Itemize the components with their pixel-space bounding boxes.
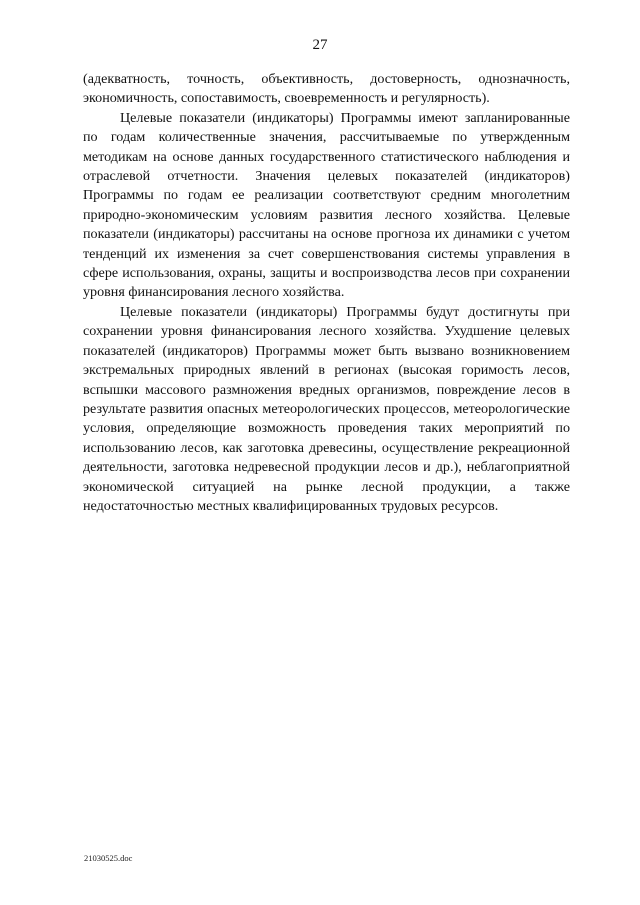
body-text bbox=[83, 70, 570, 516]
footer-filename: 21030525.doc bbox=[84, 853, 133, 863]
paragraph-continuation: (адекватность, точность, объективность, достоверность, однозначность, экономичность, сопоставимость, своевременность и регулярность). bbox=[83, 71, 570, 107]
paragraph-indicators-risks: Целевые показатели (индикаторы) Программы будут достигнуты при сохранении уровня финансирования лесного хозяйства. Ухудшение целевых показателей (индикаторов) Программы может быть вызвано возникновением экстремальных природных явлений в регионах (высокая горимость лесов, вспышки массового размножения вредных организмов, повреждение лесов в результате развития опасных метеорологических процессов, метеорологические условия, определяющие возможность проведения таких мероприятий по использованию лесов, как заготовка древесины, осуществление рекреационной деятельности, заготовка недревесной продукции лесов и др.), неблагоприятной экономической ситуацией на рынке лесной продукции, а также недостаточностью местных квалифицированных трудовых ресурсов. bbox=[83, 303, 570, 514]
page-number: 27 bbox=[312, 37, 328, 53]
paragraph-indicators-values: Целевые показатели (индикаторы) Программы имеют запланированные по годам количественные значения, рассчитываемые по утвержденным методикам на основе данных государственного статистического наблюдения и отраслевой отчетности. Значения целевых показателей (индикаторов) Программы по годам ее реализации соответствуют средним многолетним природно-экономическим условиям развития лесного хозяйства. Целевые показатели (индикаторы) рассчитаны на основе прогноза их динамики с учетом тенденций их изменения за счет совершенствования системы управления в сфере использования, охраны, защиты и воспроизводства лесов при сохранении уровня финансирования лесного хозяйства. bbox=[83, 109, 570, 301]
